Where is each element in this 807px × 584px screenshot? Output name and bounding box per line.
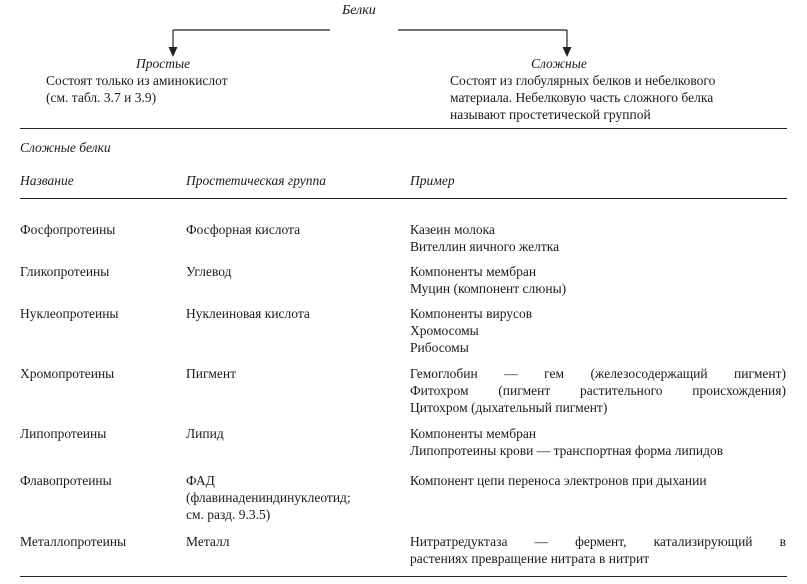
description-line: материала. Небелковую часть сложного белка: [450, 90, 714, 105]
group-line: ФАД: [186, 473, 215, 488]
row-group: [186, 263, 231, 280]
complex-proteins-description: [450, 72, 715, 123]
row-name: Фосфопротеины: [20, 222, 116, 237]
example-line: Рибосомы: [410, 340, 469, 355]
table-top-rule: [20, 128, 787, 129]
description-line: (см. табл. 3.7 и 3.9): [46, 90, 157, 105]
description-line: называют простетической группой: [450, 107, 651, 122]
group-line: Липид: [186, 426, 224, 441]
header-name: Название: [20, 173, 74, 188]
example-line: Компоненты вирусов: [410, 306, 533, 321]
row-example: [410, 305, 532, 356]
example-line: Хромосомы: [410, 323, 479, 338]
example-line: Компоненты мембран: [410, 426, 537, 441]
group-line: см. разд. 9.3.5): [186, 507, 271, 522]
row-name: Нуклеопротеины: [20, 306, 119, 321]
group-line: Металл: [186, 534, 230, 549]
header-prosthetic-group: Простетическая группа: [186, 173, 327, 188]
row-example: [410, 533, 786, 567]
example-line: Казеин молока: [410, 222, 495, 237]
group-line: Нуклеиновая кислота: [186, 306, 310, 321]
row-name: Металлопротеины: [20, 534, 127, 549]
row-group: [186, 472, 351, 523]
example-line: Гемоглобин — гем (железосодержащий пигмент): [410, 366, 786, 381]
group-line: Фосфорная кислота: [186, 222, 301, 237]
row-group: [186, 365, 236, 382]
complex-proteins-title: Сложные: [531, 56, 587, 71]
row-group: [186, 425, 224, 442]
row-name: Флавопротеины: [20, 473, 112, 488]
table-caption: Сложные белки: [20, 140, 111, 155]
root-label: Белки: [342, 3, 376, 18]
row-example: [410, 221, 559, 255]
header-example: Пример: [410, 173, 455, 188]
example-line: Фитохром (пигмент растительного происхождения): [410, 383, 786, 398]
row-group: [186, 533, 229, 550]
header-rule: [20, 198, 787, 199]
example-line: растениях превращение нитрата в нитрит: [410, 551, 650, 566]
row-example: [410, 365, 786, 416]
simple-proteins-title: Простые: [136, 56, 191, 71]
example-line: Цитохром (дыхательный пигмент): [410, 400, 608, 415]
row-group: [186, 305, 310, 322]
group-line: Углевод: [186, 264, 232, 279]
example-line: Компоненты мембран: [410, 264, 537, 279]
example-line: Липопротеины крови — транспортная форма липидов: [410, 443, 724, 458]
row-name: Гликопротеины: [20, 264, 110, 279]
row-group: [186, 221, 300, 238]
row-name: Липопротеины: [20, 426, 107, 441]
group-line: (флавинадениндинуклеотид;: [186, 490, 351, 505]
group-line: Пигмент: [186, 366, 236, 381]
example-line: Муцин (компонент слюны): [410, 281, 567, 296]
simple-proteins-description: [46, 72, 228, 106]
example-line: Нитратредуктаза — фермент, катализирующий в: [410, 534, 786, 549]
row-example: [410, 263, 566, 297]
row-name: Хромопротеины: [20, 366, 115, 381]
example-line: Вителлин яичного желтка: [410, 239, 560, 254]
row-example: [410, 425, 723, 459]
row-example: [410, 472, 707, 489]
table-bottom-rule: [20, 576, 787, 577]
description-line: Состоят только из аминокислот: [46, 73, 228, 88]
description-line: Состоят из глобулярных белков и небелкового: [450, 73, 716, 88]
example-line: Компонент цепи переноса электронов при дыхании: [410, 473, 707, 488]
